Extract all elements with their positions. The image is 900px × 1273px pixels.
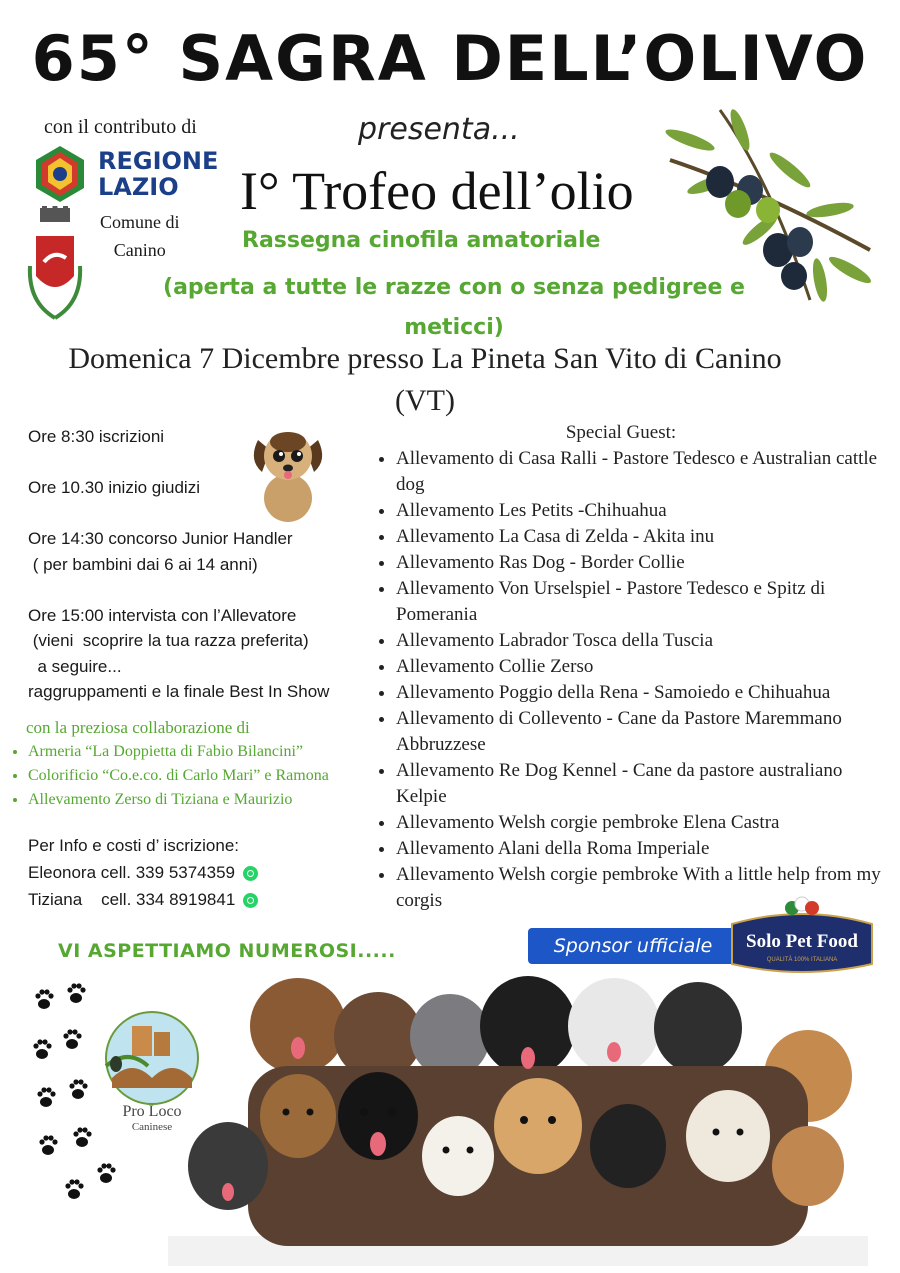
schedule-section: [28, 424, 388, 705]
puppy-illustration-icon: [248, 420, 328, 529]
event-date-location: Domenica 7 Dicembre presso La Pineta San Vito di Canino (VT): [68, 342, 782, 417]
sponsor-banner: Sponsor ufficiale: [528, 928, 738, 964]
sponsor-tagline-text: QUALITÀ 100% ITALIANA: [766, 957, 838, 963]
guest-item: • Allevamento Les Petits -Chihuahua: [396, 498, 886, 524]
special-guests-section: [376, 420, 886, 914]
collaboration-list: [10, 740, 329, 812]
contact-eleonora-text: Eleonora cell. 339 5374359: [28, 863, 235, 882]
contact-tiziana: [28, 886, 258, 913]
guest-item: • Allevamento Labrador Tosca della Tuscia: [396, 628, 886, 654]
guest-item: • Allevamento Alani della Roma Imperiale: [396, 836, 886, 862]
collaboration-item: • Armeria “La Doppietta di Fabio Bilancini”: [28, 740, 329, 764]
schedule-line: Ore 14:30 concorso Junior Handler: [28, 529, 293, 548]
schedule-line: [28, 577, 388, 603]
schedule-line: [28, 450, 388, 476]
schedule-line: [28, 501, 388, 527]
proloco-line2: Caninese: [131, 1121, 173, 1133]
regione-line1: REGIONE: [98, 147, 219, 175]
collaboration-item: • Colorificio “Co.e.co. di Carlo Mari” e Ramona: [28, 764, 329, 788]
whatsapp-icon[interactable]: [243, 893, 258, 908]
contribution-label: con il contributo di: [44, 116, 197, 138]
info-heading: Per Info e costi d’ iscrizione:: [28, 836, 240, 855]
collaboration-item: • Allevamento Zerso di Tiziana e Maurizio: [28, 788, 329, 812]
guest-item: • Allevamento Re Dog Kennel - Cane da pastore australiano Kelpie: [396, 758, 886, 810]
guest-item: • Allevamento Von Urselspiel - Pastore Tedesco e Spitz di Pomerania: [396, 576, 886, 628]
whatsapp-icon[interactable]: [243, 866, 258, 881]
presents-label: presenta...: [358, 112, 520, 147]
guest-item: • Allevamento Ras Dog - Border Collie: [396, 550, 886, 576]
comune-label: [100, 208, 180, 264]
guest-item: • Allevamento Poggio della Rena - Samoiedo e Chihuahua: [396, 680, 886, 706]
olive-branch-icon: [660, 100, 880, 315]
sponsor-brand-text: Solo Pet Food: [746, 931, 858, 952]
contact-tiziana-text: Tiziana cell. 334 8919841: [28, 890, 236, 909]
schedule-line: ( per bambini dai 6 ai 14 anni): [28, 554, 258, 574]
event-title: I° Trofeo dell’olio: [240, 161, 634, 221]
schedule-line: Ore 15:00 intervista con l’Allevatore: [28, 605, 297, 625]
regione-lazio-emblem-icon: [28, 144, 92, 209]
collaboration-section: [10, 716, 329, 812]
event-subtitle: Rassegna cinofila amatoriale: [242, 228, 601, 253]
schedule-line: Ore 10.30 inizio giudizi: [28, 478, 200, 497]
info-section: [28, 832, 258, 913]
main-title: 65° SAGRA DELL’OLIVO: [31, 22, 869, 95]
special-guests-heading: Special Guest:: [565, 422, 677, 443]
schedule-line: Ore 8:30 iscrizioni: [28, 427, 165, 446]
proloco-line1: Pro Loco: [122, 1103, 182, 1120]
guest-item: • Allevamento Welsh corgie pembroke Elena Castra: [396, 810, 886, 836]
special-guests-list: [376, 446, 886, 914]
schedule-line: raggruppamenti e la finale Best In Show: [28, 682, 330, 701]
welcome-message: VI ASPETTIAMO NUMEROSI.....: [58, 940, 396, 962]
guest-item: • Allevamento Welsh corgie pembroke With a little help from my corgis: [396, 862, 886, 914]
contact-eleonora: [28, 859, 258, 886]
comune-line2: Canino: [113, 240, 166, 260]
schedule-line: (vieni scoprire la tua razza preferita): [28, 631, 309, 650]
schedule-line: a seguire...: [28, 656, 122, 676]
guest-item: • Allevamento Collie Zerso: [396, 654, 886, 680]
comune-crest-icon: [24, 206, 86, 327]
collaboration-heading: con la preziosa collaborazione di: [26, 718, 250, 737]
regione-lazio-logo: [98, 148, 218, 200]
guest-item: • Allevamento di Collevento - Cane da Pastore Maremmano Abbruzzese: [396, 706, 886, 758]
dogs-group-photo: [168, 966, 868, 1271]
guest-item: • Allevamento La Casa di Zelda - Akita inu: [396, 524, 886, 550]
event-subtitle-note: (aperta a tutte le razze con o senza pedigree e meticci): [163, 275, 745, 340]
regione-line2: LAZIO: [98, 173, 179, 201]
guest-item: • Allevamento di Casa Ralli - Pastore Tedesco e Australian cattle dog: [396, 446, 886, 498]
comune-line1: Comune di: [100, 212, 180, 232]
